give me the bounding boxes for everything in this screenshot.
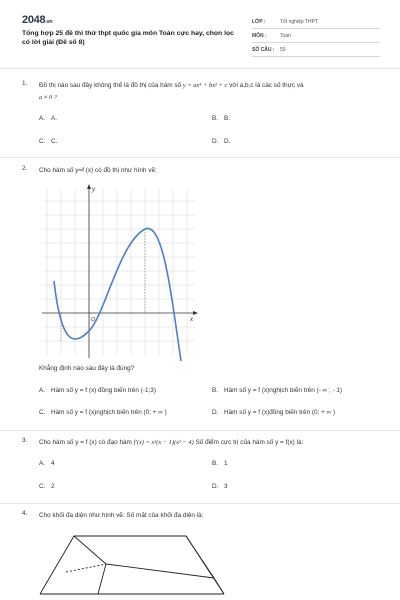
question-4 [22, 510, 378, 530]
question-text-pre: Cho hàm số y = f (x) có đạo hàm [39, 439, 134, 446]
function-graph [39, 183, 199, 361]
meta-row-subject [252, 30, 380, 43]
option-text: Hàm số y = f (x)đồng biến trên (0; + ∞ ) [224, 409, 336, 416]
question-formula: f′(x) = x²(x − 1)(x² − 4) [133, 439, 194, 446]
question-text-post: với a,b,c là các số thực và [227, 82, 304, 89]
option-b[interactable] [212, 460, 228, 467]
x-axis-label: x [190, 317, 193, 323]
y-axis-label: y [92, 187, 95, 193]
option-c[interactable] [39, 483, 55, 490]
option-letter: B. [212, 460, 219, 467]
question-number: 4. [22, 510, 28, 517]
x-axis-arrow [193, 311, 198, 315]
meta-row-grade [252, 16, 380, 29]
option-a[interactable] [39, 387, 156, 394]
origin-label: O [91, 317, 96, 323]
question-text-post: Số điểm cực trị của hàm số y = f(x) là: [193, 439, 304, 446]
option-a[interactable] [39, 460, 55, 467]
site-logo[interactable] [22, 14, 52, 26]
question-separator [0, 430, 400, 431]
option-d[interactable] [212, 409, 335, 416]
question-3 [22, 437, 378, 497]
header-divider [0, 68, 400, 69]
option-text: 4 [51, 460, 55, 467]
option-text: Hàm số y = f (x)nghịch biến trên (0; + ∞ ) [51, 409, 167, 416]
option-text: 1 [224, 460, 228, 467]
option-b[interactable] [212, 387, 342, 394]
option-letter: B. [212, 387, 219, 394]
question-number: 3. [22, 437, 28, 444]
option-letter: C. [39, 483, 46, 490]
option-letter: C. [39, 138, 46, 145]
document-header [22, 14, 382, 64]
option-text: Hàm số y = f (x)nghịch biến trên (- ∞ ; - 1) [224, 387, 343, 394]
option-text: 3 [224, 483, 228, 490]
option-text: C. [51, 138, 58, 145]
question-2 [22, 165, 378, 427]
option-b[interactable] [212, 115, 230, 122]
question-text: Cho hàm số y=f (x) có đồ thị như hình vẽ: [39, 167, 157, 174]
option-d[interactable] [212, 483, 228, 490]
meta-value: Tốt nghiệp THPT [280, 19, 318, 25]
option-letter: B. [212, 115, 219, 122]
meta-label: SỐ CÂU : [252, 47, 275, 53]
option-a[interactable] [39, 115, 57, 122]
polyhedron-figure [36, 530, 236, 600]
question-formula: y = ax⁴ + bx² + c [182, 82, 228, 89]
option-c[interactable] [39, 138, 57, 145]
option-letter: D. [212, 483, 219, 490]
question-condition: a ≠ 0 ? [39, 94, 57, 101]
option-letter: D. [212, 409, 219, 416]
option-letter: A. [39, 115, 46, 122]
question-number: 1. [22, 80, 28, 87]
question-number: 2. [22, 165, 28, 172]
document-meta [252, 16, 380, 58]
logo-suffix: .vn [45, 19, 53, 25]
option-letter: A. [39, 387, 46, 394]
question-prompt: Khẳng định nào sau đây là đúng? [39, 365, 135, 372]
question-separator [0, 157, 400, 158]
option-letter: C. [39, 409, 46, 416]
y-axis-arrow [87, 184, 91, 189]
question-text [39, 437, 374, 449]
logo-main: 2048 [22, 14, 46, 26]
document-title: Tổng hợp 25 đề thi thử thpt quốc gia môn Toán cực hay, chọn lọc có lời giải (Đề số 8) [22, 30, 234, 46]
question-text-pre: Đồ thị nào sau đây không thể là đồ thị của hàm số [39, 82, 183, 89]
meta-row-count [252, 44, 380, 57]
meta-label: MÔN : [252, 33, 267, 39]
option-text: 2 [51, 483, 55, 490]
meta-label: LỚP : [252, 19, 266, 25]
question-text: Cho khối đa diện như hình vẽ. Số mặt của khối đa diện là: [39, 512, 204, 519]
question-1 [22, 80, 378, 160]
meta-value: Toán [280, 33, 291, 39]
option-letter: A. [39, 460, 46, 467]
meta-value: 50 [280, 47, 286, 53]
option-text: A. [51, 115, 58, 122]
option-text: Hàm số y = f (x) đồng biến trên (-1;3) [51, 387, 156, 394]
graph-grid [43, 189, 195, 355]
option-d[interactable] [212, 138, 230, 145]
option-c[interactable] [39, 409, 167, 416]
option-letter: D. [212, 138, 219, 145]
option-text: B. [224, 115, 231, 122]
option-text: D. [224, 138, 231, 145]
question-separator [0, 503, 400, 504]
question-text [39, 80, 374, 104]
